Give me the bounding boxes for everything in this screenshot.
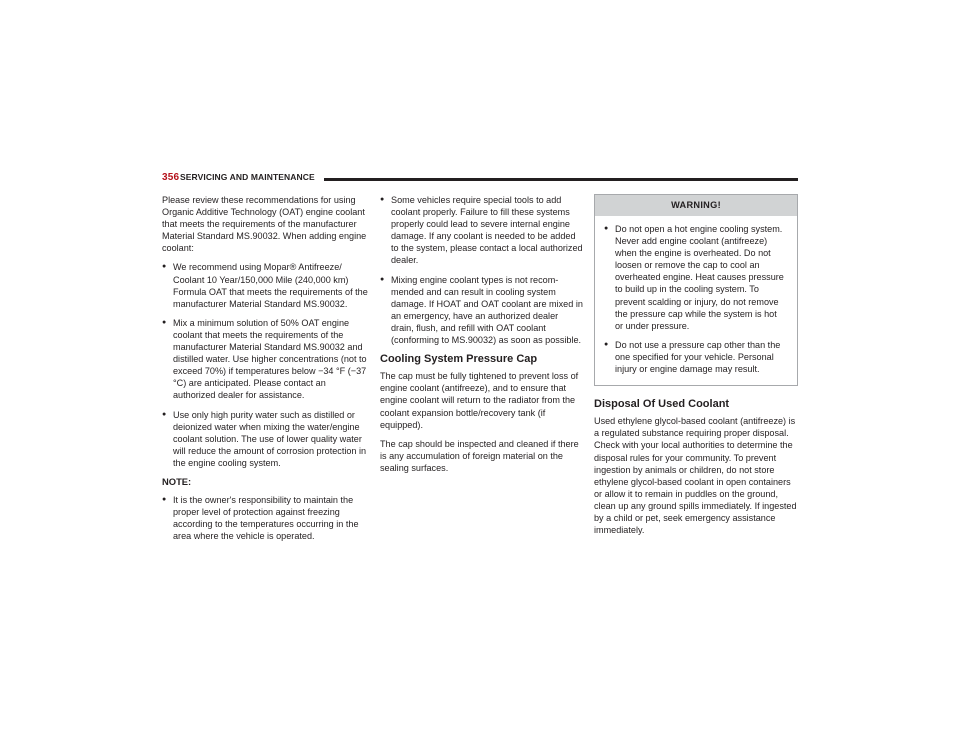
- list-item: ● It is the owner's responsibility to maintain the proper level of protection against freezing according to the temperatures occurring in the area where the vehicle is operated.: [162, 495, 359, 542]
- section-title: SERVICING AND MAINTENANCE: [180, 172, 315, 182]
- list-item: ● Do not open a hot engine cooling system. Never add engine coolant (antifreeze) when the engine is overheated. Do not loosen or remove the cap to cool an overheated engine. Heat causes pressure to build up in the cooling system. To prevent scalding or injury, do not remove the pressure cap while the system is hot or under pressure.: [604, 224, 784, 331]
- list-item: ● Mixing engine coolant types is not recom-mended and can result in cooling system damage. If HOAT and OAT coolant are mixed in an emergency, have an authorized dealer drain, flush, and refill with OAT coolant (conforming to MS.90032) as soon as possible.: [380, 274, 583, 346]
- list-item: ● Some vehicles require special tools to add coolant properly. Failure to fill these systems properly could lead to severe internal engine damage. If any coolant is needed to be added to the system, please contact a local authorized dealer.: [380, 195, 583, 266]
- bullet-icon: ●: [162, 496, 167, 504]
- note-label: NOTE:: [162, 475, 192, 487]
- page-number: 356: [162, 172, 180, 183]
- list-item: ● Use only high purity water such as distilled or deionized water when mixing the water/engine coolant solution. The use of lower quality water will reduce the amount of corrosion protection in the engine cooling system.: [162, 409, 367, 468]
- bullet-icon: ●: [380, 275, 385, 283]
- note-list: [162, 494, 368, 542]
- disposal-heading: Disposal Of Used Coolant: [594, 398, 730, 411]
- bullet-icon: ●: [604, 340, 609, 348]
- disposal-paragraph: Used ethylene glycol-based coolant (antifreeze) is a regulated substance requiring proper disposal. Check with your local authorities to determine the disposal rules for your community. To prevent ingestion by animals or children, do not store ethylene glycol-based coolant in open containers or allow it to remain in puddles on the ground, clean up any ground spills immediately. If ingested by a child or pet, seek emergency assistance immediately.: [594, 416, 797, 536]
- warning-title: WARNING!: [595, 195, 797, 216]
- recommendation-list: [162, 261, 368, 469]
- column-1: [162, 194, 368, 549]
- bullet-icon: ●: [162, 410, 167, 418]
- warning-body: [595, 216, 797, 385]
- pressure-cap-heading: Cooling System Pressure Cap: [380, 353, 538, 366]
- column-2: [380, 194, 583, 481]
- bullet-icon: ●: [162, 318, 167, 326]
- header-rule: [324, 178, 798, 181]
- pressure-cap-paragraph: The cap should be inspected and cleaned if there is any accumulation of foreign material on the sealing surfaces.: [380, 438, 579, 473]
- list-item: ● Do not use a pressure cap other than the one specified for your vehicle. Personal injury or engine damage may result.: [604, 339, 781, 375]
- bullet-icon: ●: [162, 263, 167, 271]
- bullet-icon: ●: [380, 196, 385, 203]
- warning-list: [604, 223, 787, 375]
- list-item: ● Mix a minimum solution of 50% OAT engine coolant that meets the requirements of the manufacturer Material Standard MS.90032 and distilled water. Use higher concentrations (not to exceed 70%) if temperatures below −34 °F (−37 °C) are anticipated. Please contact an authorized dealer for assistance.: [162, 317, 367, 401]
- pressure-cap-paragraph: The cap must be fully tightened to prevent loss of engine coolant (antifreeze), and to ensure that engine coolant will return to the radiator from the coolant expansion bottle/recovery tank (if equipped).: [380, 371, 579, 430]
- warning-box: [594, 194, 798, 386]
- intro-paragraph: Please review these recommendations for using Organic Additive Technology (OAT) engine coolant that meets the requirements of the manufacturer Material Standard MS.90032. When adding engine coolant:: [162, 195, 367, 254]
- column-3: [594, 194, 798, 543]
- bullet-icon: ●: [604, 225, 609, 232]
- list-item: ● We recommend using Mopar® Antifreeze/ Coolant 10 Year/150,000 Mile (240,000 km) Formula OAT that meets the requirements of the manufacturer Material Standard MS.90032.: [162, 262, 368, 309]
- coolant-list: [380, 194, 583, 346]
